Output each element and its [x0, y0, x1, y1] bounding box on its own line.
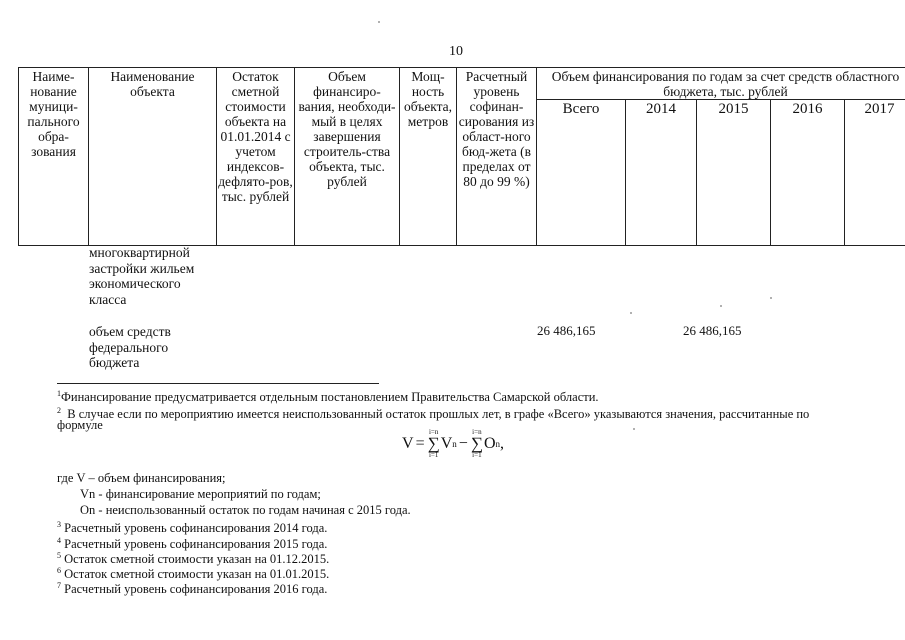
header-financing-volume: Объем финансиро-вания, необходи-мый в целях завершения строитель-ства объекта, тыс. рублей [295, 68, 400, 246]
formula-v: V [440, 435, 453, 452]
footnote-3-mark: 3 [57, 520, 61, 529]
formula-equals: = [415, 435, 425, 452]
where-on: On - неиспользованный остаток по годам начиная с 2015 года. [80, 503, 411, 517]
scan-speck [378, 21, 380, 23]
sum-on [471, 429, 483, 459]
page-number: 10 [449, 44, 463, 59]
formula-v-subscript: n [452, 439, 457, 449]
footnote-6-text: Остаток сметной стоимости указан на 01.01.2015. [64, 567, 330, 581]
sum-upper-limit: i=n [428, 428, 439, 436]
sigma-symbol: ∑ [427, 434, 440, 453]
sum-vn [428, 429, 440, 459]
sum-lower-limit: i=1 [472, 451, 482, 459]
footnote-5-text: Остаток сметной стоимости указан на 01.12.2015. [64, 552, 330, 566]
footnote-2-formula-word: формуле [57, 418, 103, 432]
header-municipality: Наиме-нование муници-пального обра-зования [19, 68, 89, 246]
scan-speck [720, 305, 722, 307]
header-object-name: Наименование объекта [89, 68, 217, 246]
footnote-2-line1: В случае если по мероприятию имеется неиспользованный остаток прошлых лет, в графе «Всего» указываются значения, рассчитанные по [67, 407, 810, 421]
formula-lhs: V [402, 435, 414, 452]
amount-2015: 26 486,165 [683, 323, 742, 338]
footnote-separator [57, 383, 379, 384]
sum-upper-limit: i=n [472, 428, 482, 436]
header-year-2014: 2014 [626, 100, 697, 246]
formula [402, 429, 504, 459]
formula-o-subscript: n [495, 439, 500, 449]
footnote-2 [57, 403, 897, 422]
footnote-7 [57, 578, 327, 597]
header-remaining-cost: Остаток сметной стоимости объекта на 01.01.2014 с учетом индексов-дефлято-ров, тыс. рублей [217, 68, 295, 246]
footnote-3-text: Расчетный уровень софинансирования 2014 года. [64, 521, 328, 535]
header-cofinancing-level: Расчетный уровень софинан-сирования из област-ного бюд-жета (в пределах от 80 до 99 %) [457, 68, 537, 246]
where-vn: Vn - финансирование мероприятий по годам; [80, 487, 321, 501]
footnote-4-text: Расчетный уровень софинансирования 2015 года. [64, 537, 328, 551]
scan-speck [633, 428, 635, 430]
footnote-2-mark: 2 [57, 406, 61, 415]
where-v: где V – объем финансирования; [57, 471, 226, 485]
header-year-2015: 2015 [697, 100, 771, 246]
header-capacity: Мощ-ность объекта, метров [400, 68, 457, 246]
object-name-continuation: многоквартирной застройки жильем экономического класса [89, 245, 195, 307]
footnote-1-text: Финансирование предусматривается отдельным постановлением Правительства Самарской области. [61, 390, 599, 404]
sum-lower-limit: i=1 [428, 451, 439, 459]
header-year-2017: 2017 [845, 100, 905, 246]
formula-minus: − [458, 435, 468, 452]
formula-comma: , [500, 435, 504, 452]
footnote-4-mark: 4 [57, 536, 61, 545]
sigma-symbol: ∑ [470, 434, 483, 453]
program-table [18, 67, 905, 246]
formula-o: O [483, 435, 496, 452]
federal-budget-label: объем средств федерального бюджета [89, 324, 171, 370]
footnote-6-mark: 6 [57, 566, 61, 575]
total-amount: 26 486,165 [537, 323, 596, 338]
footnote-5-mark: 5 [57, 551, 61, 560]
footnote-7-mark: 7 [57, 581, 61, 590]
header-total: Всего [537, 100, 626, 246]
scan-speck [630, 312, 632, 314]
scan-speck [770, 297, 772, 299]
header-year-2016: 2016 [771, 100, 845, 246]
header-financing-by-years: Объем финансирования по годам за счет средств областного бюджета, тыс. рублей [537, 68, 905, 100]
footnote-1-mark: 1 [57, 389, 61, 398]
footnote-7-text: Расчетный уровень софинансирования 2016 года. [64, 582, 328, 596]
